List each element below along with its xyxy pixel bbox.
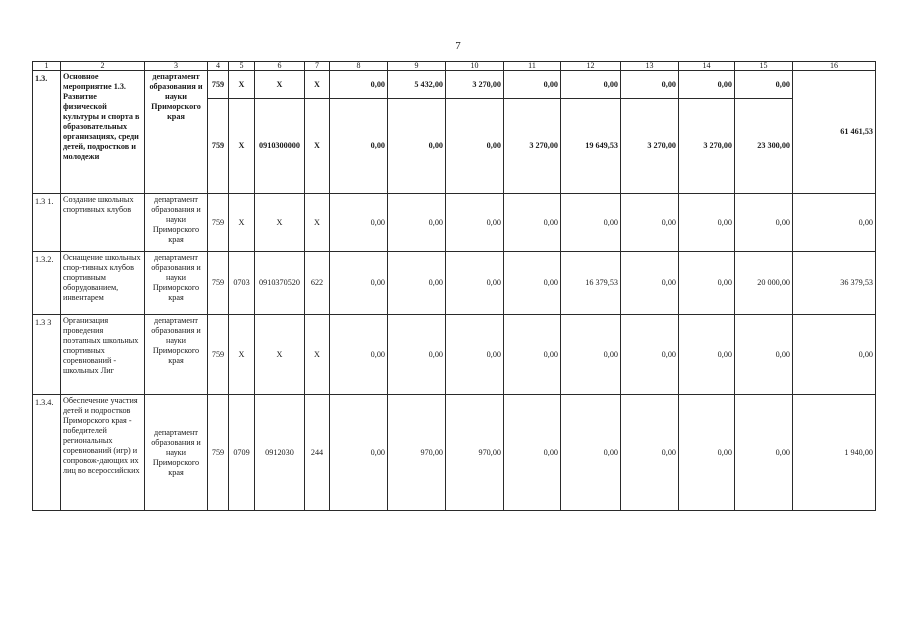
cell-c7: 622: [305, 252, 330, 315]
cell-c15: 0,00: [735, 395, 793, 511]
header-cell: 5: [229, 62, 255, 71]
header-cell: 6: [255, 62, 305, 71]
row-name: Основное мероприятие 1.3. Развитие физической культуры и спорта в образовательных организациях, среди детей, подростков и молодежи: [61, 71, 145, 194]
cell-c4: 759: [208, 252, 229, 315]
row-name: Создание школьных спортивных клубов: [61, 194, 145, 252]
cell-c14: 0,00: [679, 252, 735, 315]
cell-c7: X: [305, 194, 330, 252]
row-id: 1.3 3: [33, 315, 61, 395]
cell-c5: 0709: [229, 395, 255, 511]
cell-c5: X: [229, 194, 255, 252]
cell-c9: 0,00: [388, 252, 446, 315]
cell-c11: 0,00: [504, 315, 561, 395]
cell-c11: 0,00: [504, 194, 561, 252]
row-name: Обеспечение участия детей и подростков Приморского края - победителей региональных соревнований (игр) и сопровож-дающих их лиц во всероссийских: [61, 395, 145, 511]
cell-c8: 0,00: [330, 99, 388, 194]
header-cell: 1: [33, 62, 61, 71]
cell-c16: 0,00: [793, 315, 876, 395]
table-row: [33, 315, 876, 395]
cell-c12: 19 649,53: [561, 99, 621, 194]
cell-c12: 0,00: [561, 194, 621, 252]
header-row: [33, 62, 876, 71]
cell-c9: 0,00: [388, 194, 446, 252]
cell-c8: 0,00: [330, 395, 388, 511]
cell-c12: 0,00: [561, 395, 621, 511]
cell-c6: 0912030: [255, 395, 305, 511]
cell-c4: 759: [208, 194, 229, 252]
cell-c8: 0,00: [330, 315, 388, 395]
cell-c13: 0,00: [621, 194, 679, 252]
row-name: Оснащение школьных спор-тивных клубов спортивным оборудованием, инвентарем: [61, 252, 145, 315]
cell-c13: 3 270,00: [621, 99, 679, 194]
row-dept: департамент образования и науки Приморского края: [145, 71, 208, 194]
cell-c16: 0,00: [793, 194, 876, 252]
cell-c9: 0,00: [388, 315, 446, 395]
cell-c13: 0,00: [621, 395, 679, 511]
header-cell: 2: [61, 62, 145, 71]
table-row: [33, 194, 876, 252]
row-id: 1.3.4.: [33, 395, 61, 511]
cell-c15: 20 000,00: [735, 252, 793, 315]
cell-c8: 0,00: [330, 71, 388, 99]
cell-c15: 0,00: [735, 71, 793, 99]
cell-c11: 3 270,00: [504, 99, 561, 194]
cell-c9: 0,00: [388, 99, 446, 194]
row-dept: департамент образования и науки Приморского края: [145, 315, 208, 395]
header-cell: 14: [679, 62, 735, 71]
cell-c11: 0,00: [504, 252, 561, 315]
header-cell: 11: [504, 62, 561, 71]
cell-c10: 0,00: [446, 315, 504, 395]
cell-c6: X: [255, 315, 305, 395]
budget-table: [32, 61, 876, 511]
cell-c7: X: [305, 315, 330, 395]
row-id: 1.3.: [33, 71, 61, 194]
cell-c4: 759: [208, 315, 229, 395]
cell-c14: 0,00: [679, 315, 735, 395]
row-dept: департамент образования и науки Приморского края: [145, 395, 208, 511]
cell-c14: 0,00: [679, 194, 735, 252]
cell-c7: 244: [305, 395, 330, 511]
cell-c9: 970,00: [388, 395, 446, 511]
header-cell: 7: [305, 62, 330, 71]
cell-c10: 3 270,00: [446, 71, 504, 99]
cell-c14: 0,00: [679, 71, 735, 99]
cell-c13: 0,00: [621, 71, 679, 99]
header-cell: 9: [388, 62, 446, 71]
cell-c16-total: 61 461,53: [793, 71, 876, 194]
table-row: [33, 252, 876, 315]
cell-c6: X: [255, 194, 305, 252]
cell-c4: 759: [208, 71, 229, 99]
row-name: Организация проведения поэтапных школьных спортивных соревнований - школьных Лиг: [61, 315, 145, 395]
cell-c11: 0,00: [504, 71, 561, 99]
cell-c5: X: [229, 315, 255, 395]
cell-c15: 0,00: [735, 315, 793, 395]
cell-c12: 16 379,53: [561, 252, 621, 315]
cell-c13: 0,00: [621, 315, 679, 395]
cell-c7: X: [305, 99, 330, 194]
cell-c10: 0,00: [446, 99, 504, 194]
row-dept: департамент образования и науки Приморского края: [145, 194, 208, 252]
cell-c4: 759: [208, 395, 229, 511]
cell-c12: 0,00: [561, 315, 621, 395]
cell-c13: 0,00: [621, 252, 679, 315]
cell-c4: 759: [208, 99, 229, 194]
row-id: 1.3.2.: [33, 252, 61, 315]
header-cell: 3: [145, 62, 208, 71]
cell-c14: 3 270,00: [679, 99, 735, 194]
cell-c6: 0910370520: [255, 252, 305, 315]
table-row: [33, 395, 876, 511]
cell-c8: 0,00: [330, 252, 388, 315]
cell-c15: 23 300,00: [735, 99, 793, 194]
cell-c11: 0,00: [504, 395, 561, 511]
cell-c6: X: [255, 71, 305, 99]
table-row-main-a: [33, 71, 876, 99]
header-cell: 10: [446, 62, 504, 71]
cell-c10: 0,00: [446, 194, 504, 252]
cell-c5: 0703: [229, 252, 255, 315]
header-cell: 13: [621, 62, 679, 71]
header-cell: 12: [561, 62, 621, 71]
header-cell: 16: [793, 62, 876, 71]
header-cell: 15: [735, 62, 793, 71]
cell-c9: 5 432,00: [388, 71, 446, 99]
header-cell: 8: [330, 62, 388, 71]
cell-c6: 0910300000: [255, 99, 305, 194]
header-cell: 4: [208, 62, 229, 71]
cell-c5: X: [229, 99, 255, 194]
cell-c16: 1 940,00: [793, 395, 876, 511]
row-id: 1.3 1.: [33, 194, 61, 252]
cell-c15: 0,00: [735, 194, 793, 252]
cell-c10: 0,00: [446, 252, 504, 315]
cell-c14: 0,00: [679, 395, 735, 511]
page-number: 7: [455, 40, 461, 52]
cell-c8: 0,00: [330, 194, 388, 252]
cell-c12: 0,00: [561, 71, 621, 99]
cell-c10: 970,00: [446, 395, 504, 511]
cell-c5: X: [229, 71, 255, 99]
cell-c16: 36 379,53: [793, 252, 876, 315]
cell-c7: X: [305, 71, 330, 99]
row-dept: департамент образования и науки Приморского края: [145, 252, 208, 315]
